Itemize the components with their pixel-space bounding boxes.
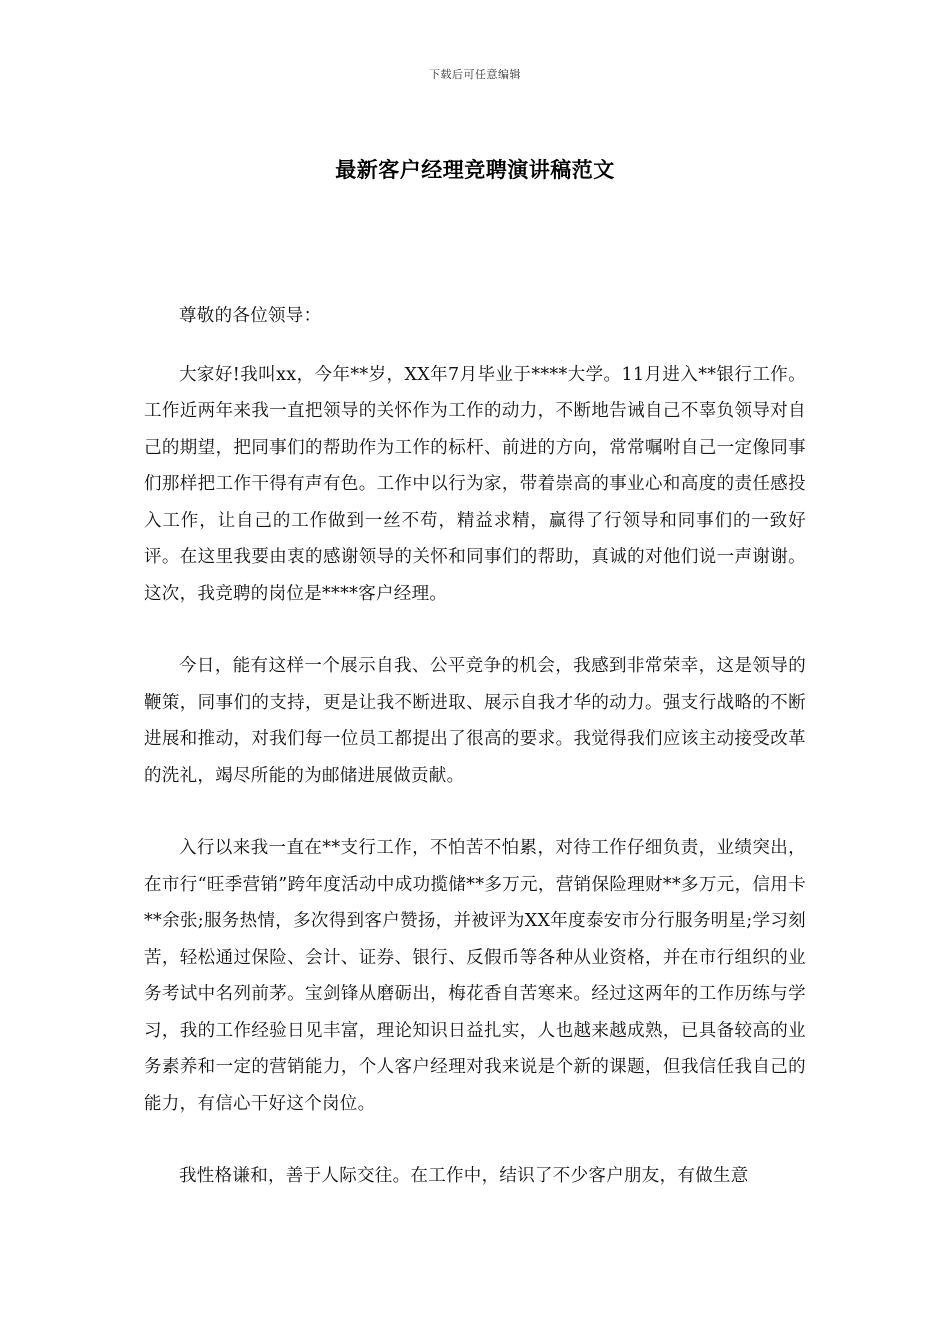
header-note: 下载后可任意编辑 bbox=[429, 68, 521, 81]
page-title: 最新客户经理竞聘演讲稿范文 bbox=[335, 157, 615, 182]
paragraph-1: 大家好!我叫xx，今年**岁，XX年7月毕业于****大学。11月进入**银行工作。工作近两年来我一直把领导的关怀作为工作的动力，不断地告诫自己不辜负领导对自己的期望，把同事们的帮助作为工作的标杆、前进的方向，常常嘱咐自己一定像同事们那样把工作干得有声有色。工作中以行为家，带着崇高的事业心和高度的责任感投入工作，让自己的工作做到一丝不苟，精益求精，赢得了行领导和同事们的一致好评。在这里我要由衷的感谢领导的关怀和同事们的帮助，真诚的对他们说一声谢谢。这次，我竞聘的岗位是****客户经理。 bbox=[144, 364, 806, 604]
salutation: 尊敬的各位领导： bbox=[179, 306, 322, 326]
document-body bbox=[144, 298, 806, 1231]
paragraph-4: 我性格谦和，善于人际交往。在工作中，结识了不少客户朋友，有做生意 bbox=[179, 1166, 749, 1186]
paragraph-2: 今日，能有这样一个展示自我、公平竞争的机会，我感到非常荣幸，这是领导的鞭策，同事们的支持，更是让我不断进取、展示自我才华的动力。强支行战略的不断进展和推动，对我们每一位员工都提出了很高的要求。我觉得我们应该主动接受改革的洗礼，竭尽所能的为邮储进展做贡献。 bbox=[144, 656, 806, 786]
paragraph-3: 入行以来我一直在**支行工作，不怕苦不怕累，对待工作仔细负责，业绩突出，在市行“旺季营销”跨年度活动中成功揽储**多万元，营销保险理财**多万元，信用卡**余张;服务热情，多次得到客户赞扬，并被评为XX年度泰安市分行服务明星;学习刻苦，轻松通过保险、会计、证券、银行、反假币等各种从业资格，并在市行组织的业务考试中名列前茅。宝剑锋从磨砺出，梅花香自苦寒来。经过这两年的工作历练与学习，我的工作经验日见丰富，理论知识日益扎实，人也越来越成熟，已具备较高的业务素养和一定的营销能力，个人客户经理对我来说是个新的课题，但我信任我自己的能力，有信心干好这个岗位。 bbox=[144, 838, 806, 1114]
